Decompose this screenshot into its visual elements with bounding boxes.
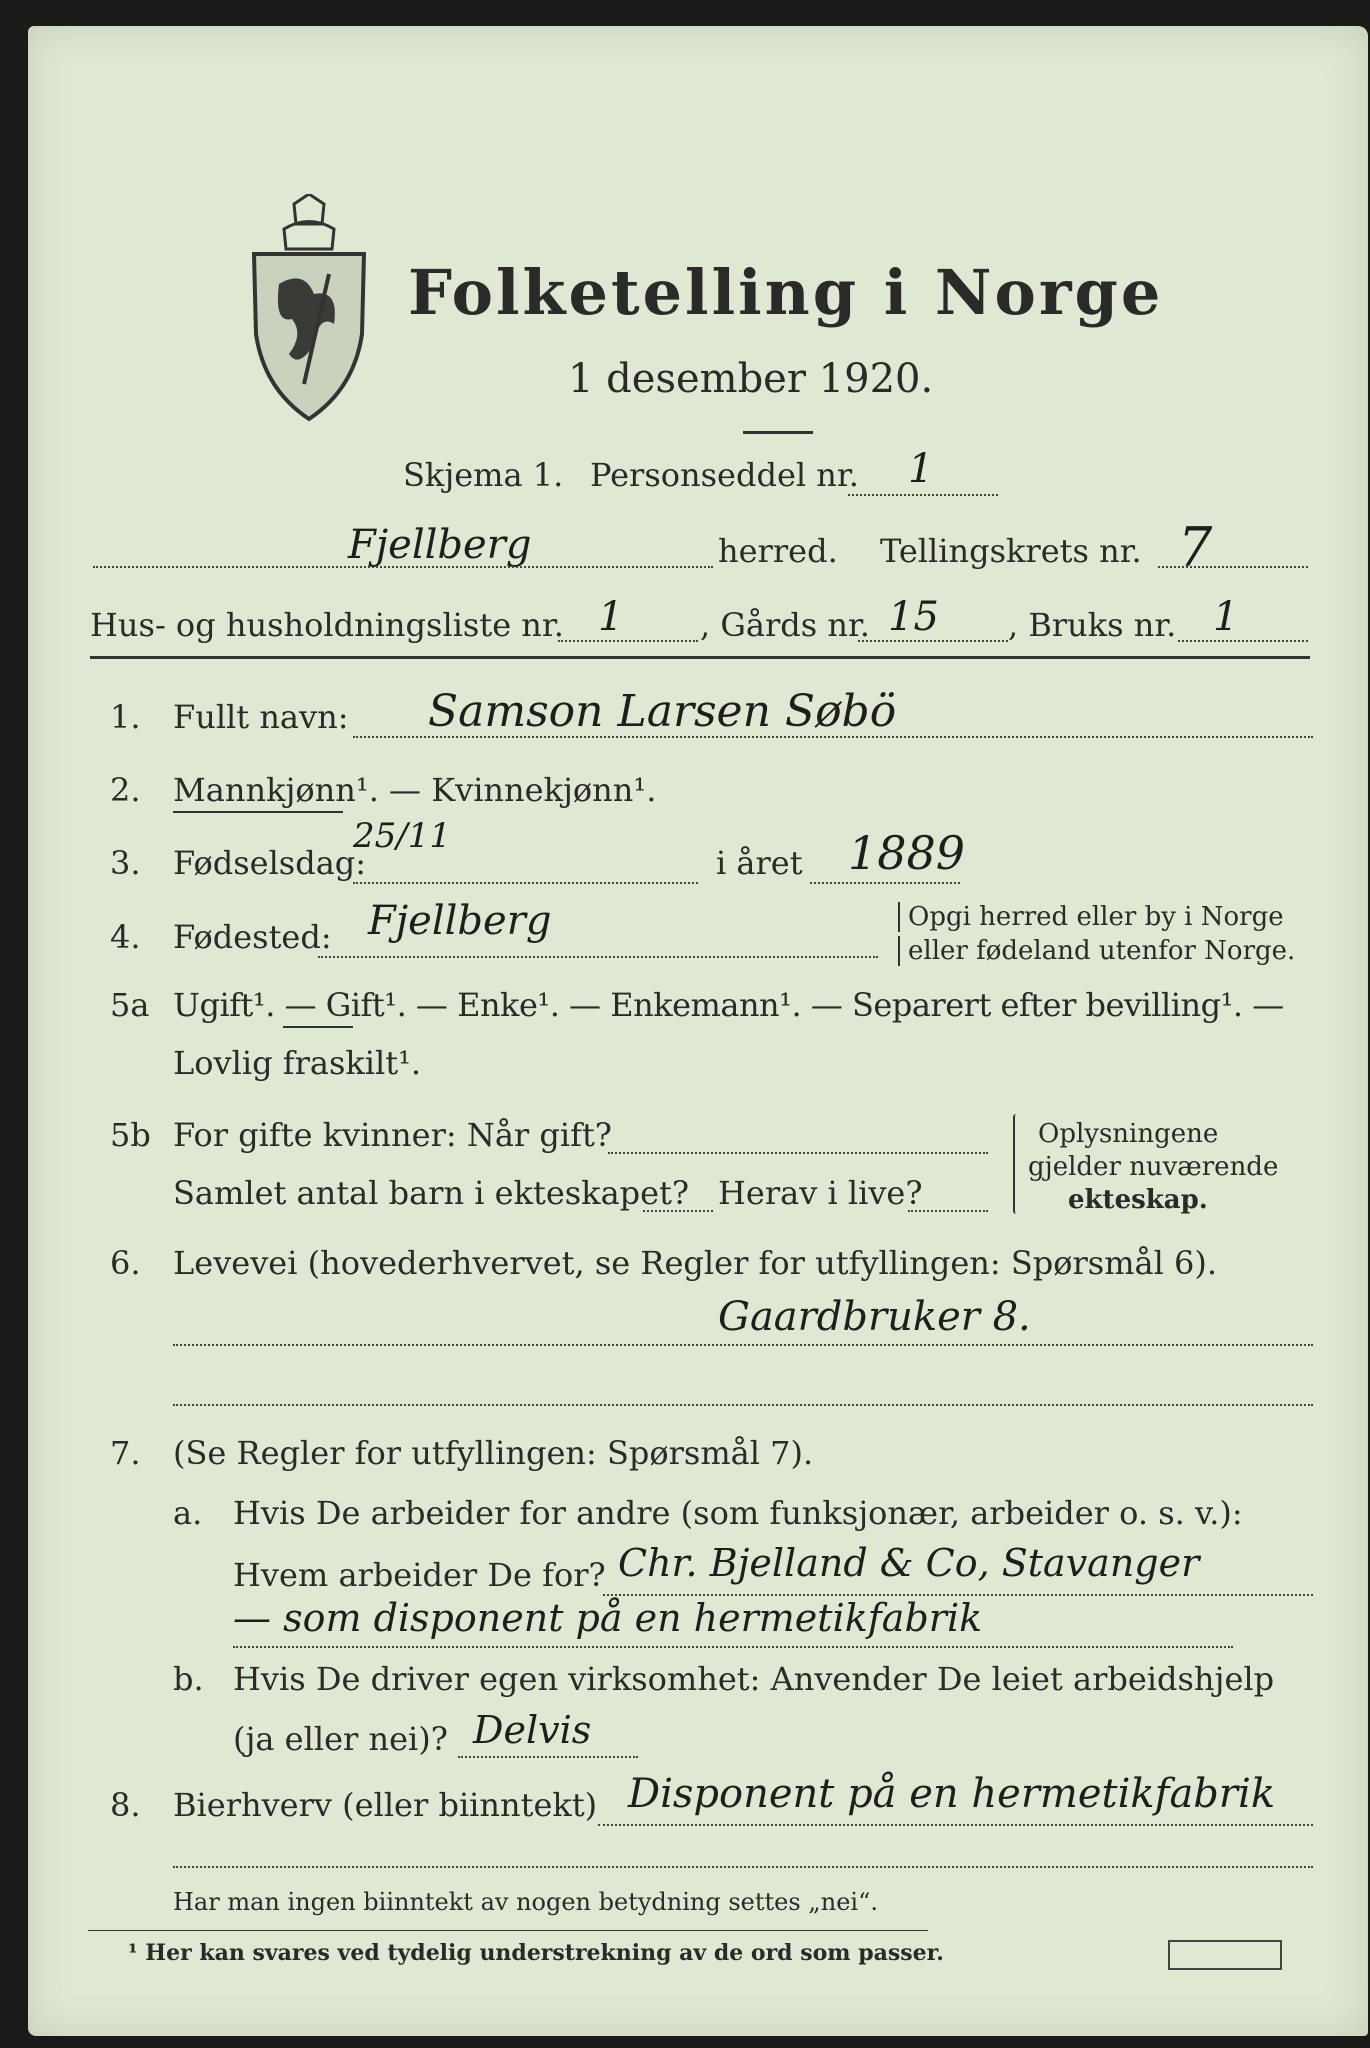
- q6-value: Gaardbruker 8.: [718, 1294, 1031, 1340]
- q7a-value-1: Chr. Bjelland & Co, Stavanger: [618, 1541, 1200, 1585]
- q5b-note-1: Oplysningene: [1038, 1119, 1219, 1149]
- q4-label: Fødested:: [173, 918, 332, 956]
- personseddel-label: Personseddel nr.: [590, 456, 859, 494]
- tellingskrets-label: Tellingskrets nr.: [880, 532, 1142, 570]
- herred-value: Fjellberg: [348, 522, 532, 568]
- census-date: 1 desember 1920.: [568, 356, 934, 402]
- herred-label: herred.: [718, 532, 838, 570]
- q5b-line-1: [608, 1152, 988, 1154]
- hus-line: [558, 640, 698, 642]
- schema-label: Skjema 1.: [403, 456, 564, 494]
- q6-number: 6.: [110, 1244, 141, 1282]
- q5a-label-2: Lovlig fraskilt¹.: [173, 1044, 422, 1082]
- q5b-number: 5b: [110, 1116, 151, 1154]
- gards-label: , Gårds nr.: [700, 606, 870, 644]
- bruks-value: 1: [1213, 594, 1239, 640]
- q1-line: [353, 736, 1313, 738]
- q7b-label: Hvis De driver egen virksomhet: Anvender De leiet arbeidshjelp: [233, 1660, 1275, 1698]
- q4-note-1: Opgi herred eller by i Norge: [898, 902, 1284, 932]
- bruks-line: [1178, 640, 1308, 642]
- q4-line: [318, 956, 878, 958]
- q5b-label: For gifte kvinner: Når gift?: [173, 1116, 612, 1154]
- q1-number: 1.: [110, 698, 141, 736]
- q8-line-1: [598, 1824, 1313, 1826]
- q7b-number: b.: [173, 1660, 204, 1698]
- q7-number: 7.: [110, 1434, 141, 1472]
- q8-line-2: [173, 1866, 1313, 1868]
- q7a-value-2: — som disponent på en hermetikfabrik: [233, 1596, 983, 1640]
- q4-note-2: eller fødeland utenfor Norge.: [898, 936, 1295, 966]
- q5b-note-2: gjelder nuværende: [1028, 1152, 1279, 1182]
- q1-label: Fullt navn:: [173, 698, 349, 736]
- q8-value: Disponent på en hermetikfabrik: [628, 1771, 1276, 1817]
- q3-number: 3.: [110, 844, 141, 882]
- footnote-divider: [88, 1930, 928, 1931]
- q3-year-label: i året: [716, 844, 803, 882]
- census-form: [28, 26, 1368, 2036]
- form-title: Folketelling i Norge: [408, 256, 1164, 329]
- q2-underline: [173, 811, 343, 813]
- footer-note: Har man ingen biinntekt av nogen betydning settes „nei“.: [173, 1888, 878, 1916]
- q6-label: Levevei (hovederhvervet, se Regler for utfyllingen: Spørsmål 6).: [173, 1244, 1218, 1282]
- q7a-label: Hvis De arbeider for andre (som funksjonær, arbeider o. s. v.):: [233, 1494, 1243, 1532]
- q4-value: Fjellberg: [368, 898, 552, 944]
- q2-number: 2.: [110, 771, 141, 809]
- q5b-line-3: [908, 1210, 988, 1212]
- footnote: ¹ Her kan svares ved tydelig understrekning av de ord som passer.: [128, 1940, 944, 1966]
- q7b-question: (ja eller nei)?: [233, 1720, 448, 1758]
- header-divider: [90, 656, 1310, 659]
- q7b-line: [458, 1756, 638, 1758]
- hus-value: 1: [598, 594, 624, 640]
- q7b-value: Delvis: [473, 1708, 592, 1752]
- title-divider: [743, 431, 813, 434]
- q7a-number: a.: [173, 1494, 203, 1532]
- q5b-brace: [1013, 1114, 1019, 1214]
- q1-value: Samson Larsen Søbö: [428, 686, 897, 737]
- q2-label: Mannkjønn¹. — Kvinnekjønn¹.: [173, 771, 657, 809]
- q3-day: 25/11: [353, 816, 451, 856]
- tellingskrets-value: 7: [1178, 516, 1213, 579]
- q5b-label-2: Samlet antal barn i ekteskapet?: [173, 1174, 690, 1212]
- q3-day-line: [353, 882, 698, 884]
- q3-year-line: [810, 882, 960, 884]
- personseddel-line: [848, 494, 998, 496]
- hus-label: Hus- og husholdningsliste nr.: [90, 606, 564, 644]
- printer-stamp: [1168, 1940, 1282, 1970]
- coat-of-arms-icon: [244, 194, 374, 424]
- tellingskrets-line: [1158, 566, 1308, 568]
- q4-number: 4.: [110, 918, 141, 956]
- q5b-label-3: Herav i live?: [718, 1174, 923, 1212]
- gards-value: 15: [888, 594, 939, 640]
- q7a-question: Hvem arbeider De for?: [233, 1556, 606, 1594]
- gards-line: [858, 640, 1008, 642]
- q5a-number: 5a: [110, 986, 150, 1024]
- q6-line-1: [173, 1344, 1313, 1346]
- q5a-underline: [283, 1026, 353, 1028]
- personseddel-value: 1: [908, 446, 934, 492]
- q3-year: 1889: [848, 826, 966, 880]
- q5b-note-3: ekteskap.: [1068, 1185, 1208, 1215]
- q8-label: Bierhverv (eller biinntekt): [173, 1786, 598, 1824]
- q5b-line-2: [643, 1210, 713, 1212]
- q6-line-2: [173, 1404, 1313, 1406]
- herred-line: [93, 566, 713, 568]
- bruks-label: , Bruks nr.: [1008, 606, 1177, 644]
- q5a-label: Ugift¹. — Gift¹. — Enke¹. — Enkemann¹. — Separert efter bevilling¹. —: [173, 986, 1284, 1024]
- q3-label: Fødselsdag:: [173, 844, 367, 882]
- q7-label: (Se Regler for utfyllingen: Spørsmål 7).: [173, 1434, 814, 1472]
- q8-number: 8.: [110, 1786, 141, 1824]
- q7a-line-2: [233, 1646, 1233, 1648]
